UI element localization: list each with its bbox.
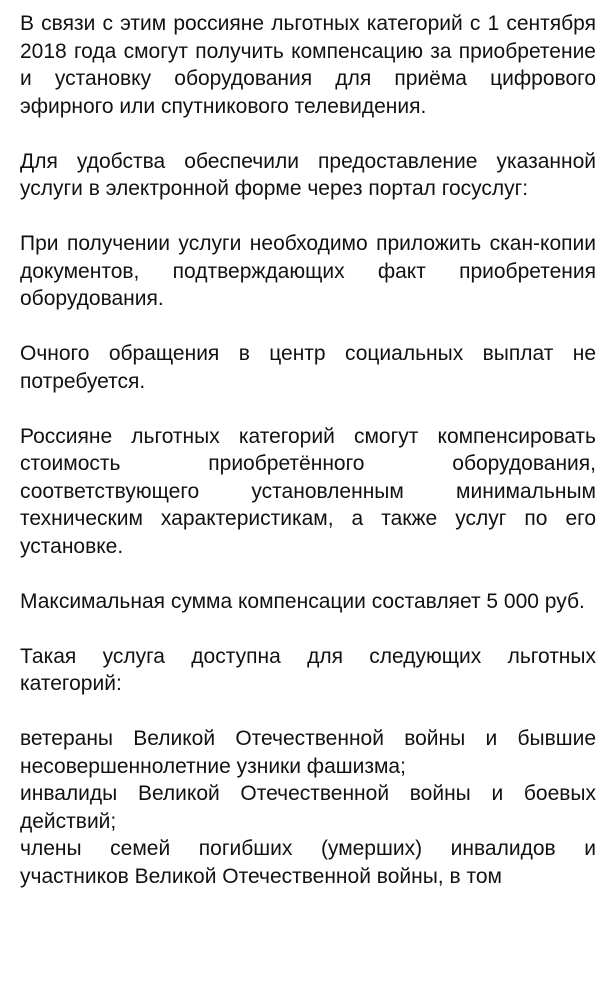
list-item: члены семей погибших (умерших) инвалидов и участников Великой Отечественной войны, в том	[20, 837, 596, 888]
list-item: ветераны Великой Отечественной войны и бывшие несовершеннолетние узники фашизма;	[20, 727, 596, 778]
paragraph-equipment-cost: Россияне льготных категорий смогут компенсировать стоимость приобретённого оборудования, соответствующего установленным минимальным техническим характеристикам, а также услуг по его установке.	[20, 424, 596, 558]
paragraph-compensation-intro: В связи с этим россияне льготных категорий с 1 сентября 2018 года смогут получить компенсацию за приобретение и установку оборудования для приёма цифрового эфирного или спутникового телевидения.	[20, 12, 596, 118]
article-body	[20, 10, 596, 890]
paragraph-gosuslugi-portal: Для удобства обеспечили предоставление указанной услуги в электронной форме через портал госуслуг:	[20, 149, 596, 200]
paragraph-categories-heading: Такая услуга доступна для следующих льготных категорий:	[20, 644, 596, 695]
list-item: инвалиды Великой Отечественной войны и боевых действий;	[20, 782, 596, 833]
paragraph-no-visit: Очного обращения в центр социальных выплат не потребуется.	[20, 342, 596, 393]
paragraph-scan-copies: При получении услуги необходимо приложить скан-копии документов, подтверждающих факт приобретения оборудования.	[20, 232, 596, 310]
categories-list	[20, 725, 596, 890]
paragraph-max-amount: Максимальная сумма компенсации составляет 5 000 руб.	[20, 589, 585, 613]
